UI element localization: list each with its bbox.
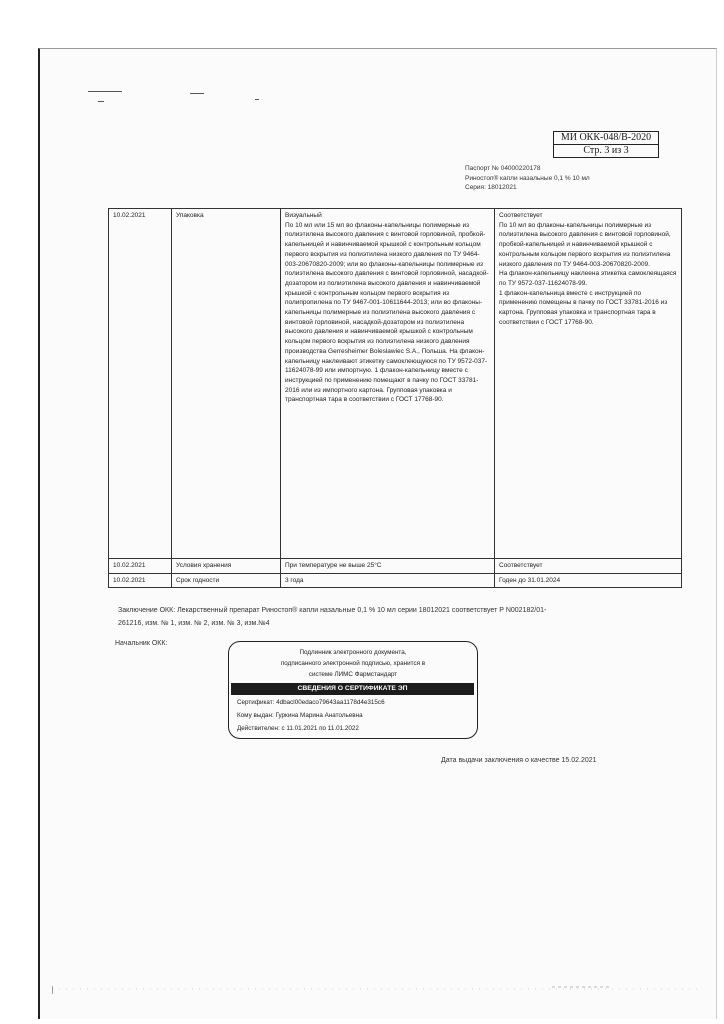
stamp-line: Подлинник электронного документа, xyxy=(299,649,407,656)
scan-artifact-line xyxy=(190,93,204,94)
product-name: Риностоп® капли назальные 0,1 % 10 мл xyxy=(465,174,590,182)
stamp-band xyxy=(231,683,474,695)
test-date: 10.02.2021 xyxy=(109,573,172,588)
table-row xyxy=(109,209,682,559)
requirement: По 10 мл или 15 мл во флаконы-капельницы полимерные из полиэтилена высокого давления с винтовой горловиной, пробкой-капельницей и навинчиваемой крышкой с контрольным кольцом первого вскрытия из полиэтилена низкого давления по ТУ 9464-003-20670820-2009; или во флаконы-капельницы полимерные из полиэтилена высокого давления с винтовой горловиной, насадкой-дозатором из полиэтилена высокого давления и навинчиваемой крышкой с контрольным кольцом первого вскрытия из полипропилена по ТУ 9467-001-10611644-2013; или во флаконы-капельницы полимерные из полиэтилена высокого давления с винтовой горловиной, насадкой-дозатором из полиэтилена высокого давления и навинчиваемой крышкой с контрольным кольцом первого вскрытия из полиэтилена низкого давления производства Gerresheimer Boleslawiec S.A., Польша. На флакон-капельницу наклеивают этикетку самоклеющуюся по ТУ 9572-037-11624078-99 или импортную. 1 флакон-капельницу вместе с инструкцией по применению помещают в пачку по ГОСТ 33781-2016 или из импортного картона. Групповая упаковка и транспортная тара в соответствии с ГОСТ 17768-90. xyxy=(285,221,489,404)
result: Годен до 31.01.2024 xyxy=(495,573,682,588)
electronic-signature-stamp xyxy=(228,641,478,739)
table-row xyxy=(109,573,682,588)
passport-number: Паспорт № 04000220178 xyxy=(465,165,541,172)
certificate-validity: Действителен: с 11.01.2021 по 11.01.2022 xyxy=(237,725,359,732)
page-number: Стр. 3 из 3 xyxy=(553,145,659,158)
indicator: Упаковка xyxy=(172,209,281,559)
indicator: Срок годности xyxy=(172,573,281,588)
requirement: При температуре не выше 25°С xyxy=(281,559,495,574)
method: Визуальный xyxy=(285,212,322,219)
stamp-line: подписанного электронной подписью, хранится в xyxy=(280,660,426,667)
conclusion-text: Заключение ОКК: Лекарственный препарат Риностоп® капли назальные 0,1 % 10 мл серии 18012021 соответствует Р N002182/01-261216, изм. № 1, изм. № 2, изм. № 3, изм.№4 xyxy=(118,607,547,627)
result: Соответствует xyxy=(495,559,682,574)
series: Серия: 18012021 xyxy=(465,184,517,191)
stamp-line: системе ЛИМС Фармстандарт xyxy=(308,671,398,678)
certificate-owner: Кому выдан: Гуркина Марина Анатольевна xyxy=(237,712,363,719)
result: Соответствует По 10 мл во флаконы-капельницы полимерные из полиэтилена высокого давления с винтовой горловиной, пробкой-капельницей и навинчиваемой крышкой с контрольным кольцом первого вскрытия из полиэтилена низкого давления по ТУ 9464-003-20670820-2009. На флакон-капельницу наклеена этикетка самоклеящаяся по ТУ 9572-037-11624078-99. 1 флакон-капельница вместе с инструкцией по применению помещены в пачку по ГОСТ 33781-2016 из картона. Групповая упаковка и транспортная тара в соответствии с ГОСТ 17768-90. xyxy=(495,209,682,559)
passport-info xyxy=(465,164,590,193)
certificate-id: Сертификат: 4dbacl00edaco79643aa1178d4e315c6 xyxy=(237,699,385,706)
requirement-cell xyxy=(281,209,495,559)
test-results-table xyxy=(108,208,682,588)
table-row xyxy=(109,559,682,574)
indicator: Условия хранения xyxy=(172,559,281,574)
document-code: МИ ОКК-048/В-2020 xyxy=(553,131,659,145)
scan-artifact-line xyxy=(88,91,122,92)
document-code-box xyxy=(553,131,659,158)
requirement: 3 года xyxy=(281,573,495,588)
scan-artifact-marks xyxy=(52,985,702,995)
issue-date: Дата выдачи заключения о качестве 15.02.2021 xyxy=(441,757,597,764)
scan-artifact-line xyxy=(255,99,259,100)
test-date: 10.02.2021 xyxy=(109,559,172,574)
scan-artifact-line xyxy=(98,101,104,102)
test-date: 10.02.2021 xyxy=(109,209,172,559)
stamp-band-label: СВЕДЕНИЯ О СЕРТИФИКАТЕ ЭП xyxy=(294,685,410,692)
signatory-title: Начальник ОКК: xyxy=(115,640,168,647)
